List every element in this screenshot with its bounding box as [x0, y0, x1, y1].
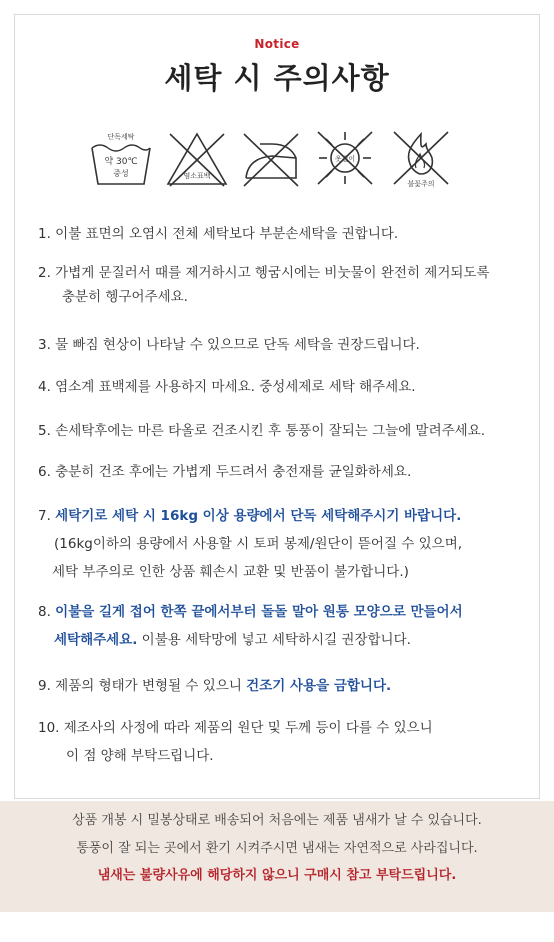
no-bleach-label: 염소표백 [183, 172, 211, 180]
list-item-5: 5. 손세탁후에는 마른 타올로 건조시킨 후 통풍이 잘되는 그늘에 말려주세요. [38, 423, 486, 439]
handwash-bottom-label: 중성 [113, 169, 129, 178]
care-icons [88, 126, 468, 190]
list-item-8: 8. 이불을 길게 접어 한쪽 끝에서부터 돌돌 말아 원통 모양으로 만들어서 세탁해주세요. 이불용 세탁망에 넣고 세탁하시길 권장합니다. [38, 604, 463, 648]
no-bleach-icon [164, 126, 230, 190]
page-title: 세탁 시 주의사항 [164, 61, 390, 95]
handwash-icon [88, 126, 154, 190]
list-item-2: 2. 가볍게 문질러서 때를 제거하시고 헹굼시에는 비눗물이 완전히 제거되도록 충분히 헹구어주세요. [38, 265, 490, 305]
no-sun-dry-icon [312, 126, 378, 190]
handwash-temp-label: 약 30℃ [104, 157, 138, 167]
list-item-7: 7. 세탁기로 세탁 시 16kg 이상 용량에서 단독 세탁해주시기 바랍니다. (16kg이하의 용량에서 사용할 시 토퍼 봉제/원단이 뜯어질 수 있으며, 세탁 부주의로 인한 상품 훼손시 교환 및 반품이 불가합니다.) [38, 508, 463, 580]
footer-note [0, 801, 554, 912]
notice-label: Notice [254, 37, 300, 51]
no-fire-icon [388, 126, 454, 190]
list-item-6: 6. 충분히 건조 후에는 가볍게 두드려서 충전재를 균일화하세요. [38, 464, 412, 480]
footer-line-1: 상품 개봉 시 밀봉상태로 배송되어 처음에는 제품 냄새가 날 수 있습니다. [72, 813, 482, 828]
list-item-1: 1. 이불 표면의 오염시 전체 세탁보다 부분손세탁을 권합니다. [38, 226, 399, 242]
no-fire-label: 불꽃주의 [407, 180, 435, 188]
handwash-top-label: 단독세탁 [107, 133, 135, 141]
footer-line-3: 냄새는 불량사유에 해당하지 않으니 구매시 참고 부탁드립니다. [97, 868, 457, 883]
no-iron-icon [238, 126, 304, 190]
list-item-3: 3. 물 빠짐 현상이 나타날 수 있으므로 단독 세탁을 권장드립니다. [38, 337, 420, 353]
list-item-10: 10. 제조사의 사정에 따라 제품의 원단 및 두께 등이 다를 수 있으니 이 점 양해 부탁드립니다. [38, 720, 433, 764]
list-item-4: 4. 염소계 표백제를 사용하지 마세요. 중성세제로 세탁 해주세요. [38, 379, 416, 395]
no-sun-dry-label: 옷걸이 [334, 155, 356, 163]
list-item-9: 9. 제품의 형태가 변형될 수 있으니 건조기 사용을 금합니다. [38, 678, 392, 694]
footer-line-2: 통풍이 잘 되는 곳에서 환기 시켜주시면 냄새는 자연적으로 사라집니다. [76, 841, 478, 856]
